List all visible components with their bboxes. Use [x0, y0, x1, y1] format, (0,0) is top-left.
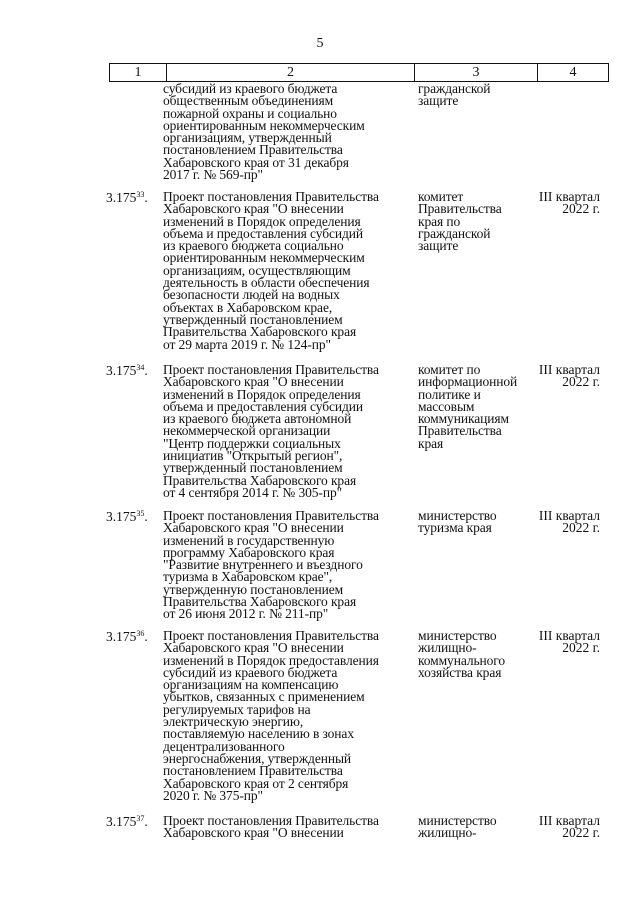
row-executor: комитет Правительства края по гражданской защите — [418, 189, 502, 254]
page-number: 5 — [316, 36, 324, 51]
row-executor: министерство туризма края — [418, 508, 497, 536]
row-number: 3.175$^{35}$. — [106, 509, 148, 524]
row-executor: министерство жилищно- — [418, 813, 497, 841]
header-cell: 1 — [110, 64, 167, 81]
row-description: Проект постановления Правительства Хабаровского края "О внесении — [163, 813, 379, 841]
row-number-sup: 34 — [136, 363, 145, 372]
row-number-main: 3.175 — [106, 509, 137, 524]
row-term: III квартал 2022 г. — [538, 189, 600, 217]
row-number-main: 3.175 — [106, 629, 137, 644]
row-number-sup: 33 — [136, 190, 145, 199]
header-cell: 3 — [415, 64, 538, 81]
header-cell: 2 — [167, 64, 415, 81]
row-number-sup: 37 — [136, 814, 145, 823]
row-description: Проект постановления Правительства Хабаровского края "О внесении изменений в Порядок предоставления субсидий из краевого бюджета организациям на компенсацию убытков, связанных с применением регулируемых тарифов на электрическую энергию, поставляемую населению в зонах децентрализованного энергоснабжения, утвержденный постановлением Правительства Хабаровского края от 2 сентября 2020 г. № 375-пр" — [163, 628, 379, 803]
row-number-main: 3.175 — [106, 363, 137, 378]
row-number: 3.175$^{36}$. — [106, 629, 148, 644]
row-number-main: 3.175 — [106, 190, 137, 205]
row-number-main: 3.175 — [106, 814, 137, 829]
row-number: 3.175$^{37}$. — [106, 814, 148, 829]
row-number-sup: 36 — [136, 629, 145, 638]
row-description: Проект постановления Правительства Хабаровского края "О внесении изменений в Порядок определения объема и предоставления субсидий из краевого бюджета социально ориентированным некоммерческим организациям, осуществляющим деятельность в области обеспечения безопасности людей на водных объектах в Хабаровском крае, утвержденный постановлением Правительства Хабаровского края от 29 марта 2019 г. № 124-пр" — [163, 189, 379, 352]
header-cell: 4 — [569, 65, 577, 80]
row-executor: гражданской защите — [418, 81, 491, 109]
row-description: Проект постановления Правительства Хабаровского края "О внесении изменений в государственную программу Хабаровского края "Развитие внутреннего и въездного туризма в Хабаровском крае", утвержденную постановлением Правительства Хабаровского края от 26 июня 2012 г. № 211-пр" — [163, 508, 379, 622]
row-number: 3.175$^{34}$. — [106, 363, 148, 378]
row-term: III квартал 2022 г. — [538, 813, 600, 841]
row-executor: министерство жилищно- коммунального хозяйства края — [418, 628, 506, 680]
row-number-sup: 35 — [136, 509, 145, 518]
row-description: субсидий из краевого бюджета общественным объединениям пожарной охраны и социально ориентированным некоммерческим организациям, утвержденный постановлением Правительства Хабаровского края от 31 декабря 2017 г. № 569-пр" — [163, 81, 365, 183]
row-term: III квартал 2022 г. — [538, 362, 600, 390]
table-header — [109, 63, 609, 82]
row-term: III квартал 2022 г. — [538, 628, 600, 656]
row-description: Проект постановления Правительства Хабаровского края "О внесении изменений в Порядок определения объема и предоставления субсидии из краевого бюджета автономной некоммерческой организации "Центр поддержки социальных инициатив "Открытый регион", утвержденный постановлением Правительства Хабаровского края от 4 сентября 2014 г. № 305-пр" — [163, 362, 379, 500]
row-term: III квартал 2022 г. — [538, 508, 600, 536]
row-executor: комитет по информационной политике и массовым коммуникациям Правительства края — [418, 362, 518, 451]
row-number: 3.175$^{33}$. — [106, 190, 148, 205]
